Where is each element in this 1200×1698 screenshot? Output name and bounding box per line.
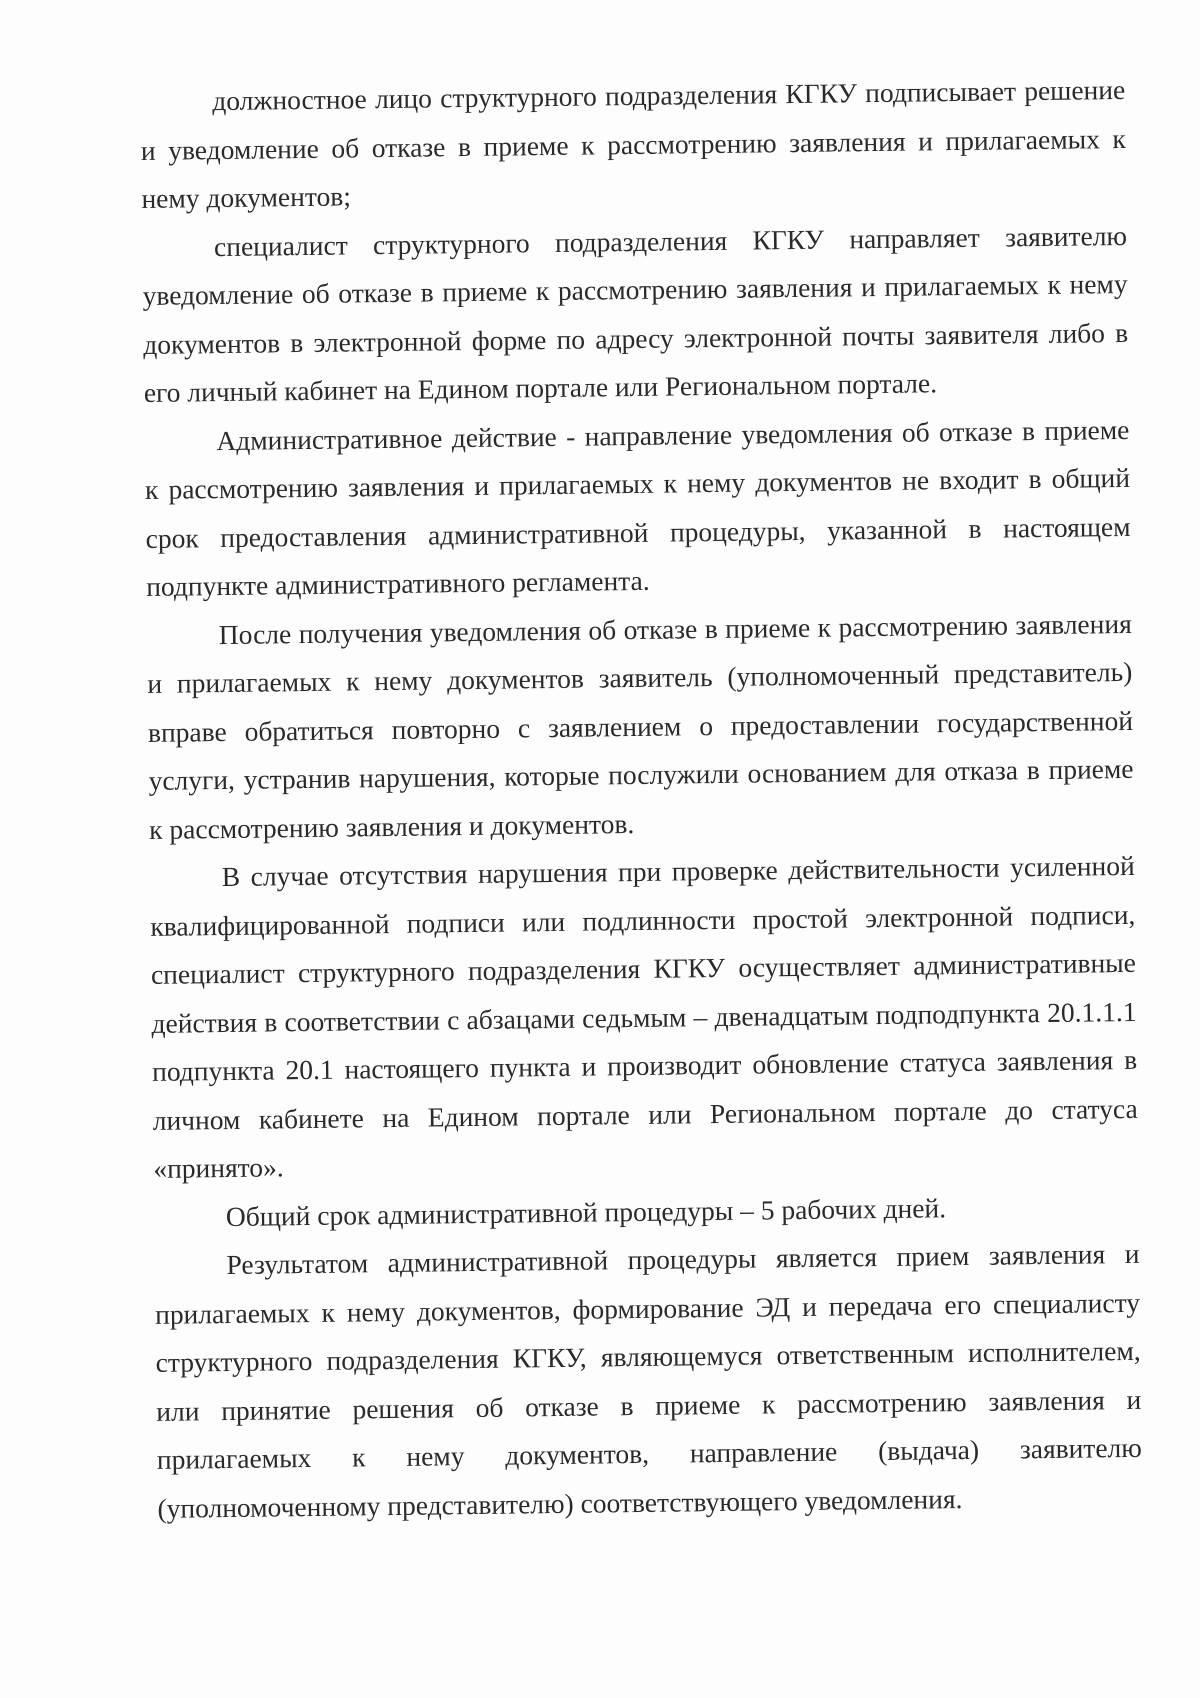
paragraph: Общий срок административной процедуры – 5 рабочих дней. (225, 1191, 947, 1232)
paragraph: должностное лицо структурного подразделения КГКУ подписывает решение и уведомление об отказе в приеме к рассмотрению заявления и прилагаемых к нему документов; (140, 73, 1126, 214)
document-body (140, 66, 1143, 1533)
paragraph: После получения уведомления об отказе в приеме к рассмотрению заявления и прилагаемых к нему документов заявитель (уполномоченный представитель) вправе обратиться повторно с заявлением о предоставлении государственной услуги, устранив нарушения, которые послужили основанием для отказа в приеме к рассмотрению заявления и документов. (147, 607, 1134, 845)
paragraph: В случае отсутствия нарушения при проверке действительности усиленной квалифицированной подписи или подлинности простой электронной подписи, специалист структурного подразделения КГКУ осуществляет административные действия в соответствии с абзацами седьмым – двенадцатым подподпункта 20.1.1.1 подпункта 20.1 настоящего пункта и производит обновление статуса заявления в личном кабинете на Едином портале или Региональном портале до статуса «принято». (150, 849, 1138, 1184)
paragraph: специалист структурного подразделения КГКУ направляет заявителю уведомление об отказе в приеме к рассмотрению заявления и прилагаемых к нему документов в электронной форме по адресу электронной почты заявителя либо в его личный кабинет на Едином портале или Региональном портале. (142, 219, 1129, 408)
paragraph: Результатом административной процедуры является прием заявления и прилагаемых к нему документов, формирование ЭД и передача его специалисту структурного подразделения КГКУ, являющемуся ответственным исполнителем, или принятие решения об отказе в приеме к рассмотрению заявления и прилагаемых к нему документов, направление (выдача) заявителю (уполномоченному представителю) соответствующего уведомления. (154, 1237, 1142, 1524)
paragraph: Административное действие - направление уведомления об отказе в приеме к рассмотрению заявления и прилагаемых к нему документов не входит в общий срок предоставления административной процедуры, указанной в настоящем подпункте административного регламента. (144, 413, 1131, 602)
